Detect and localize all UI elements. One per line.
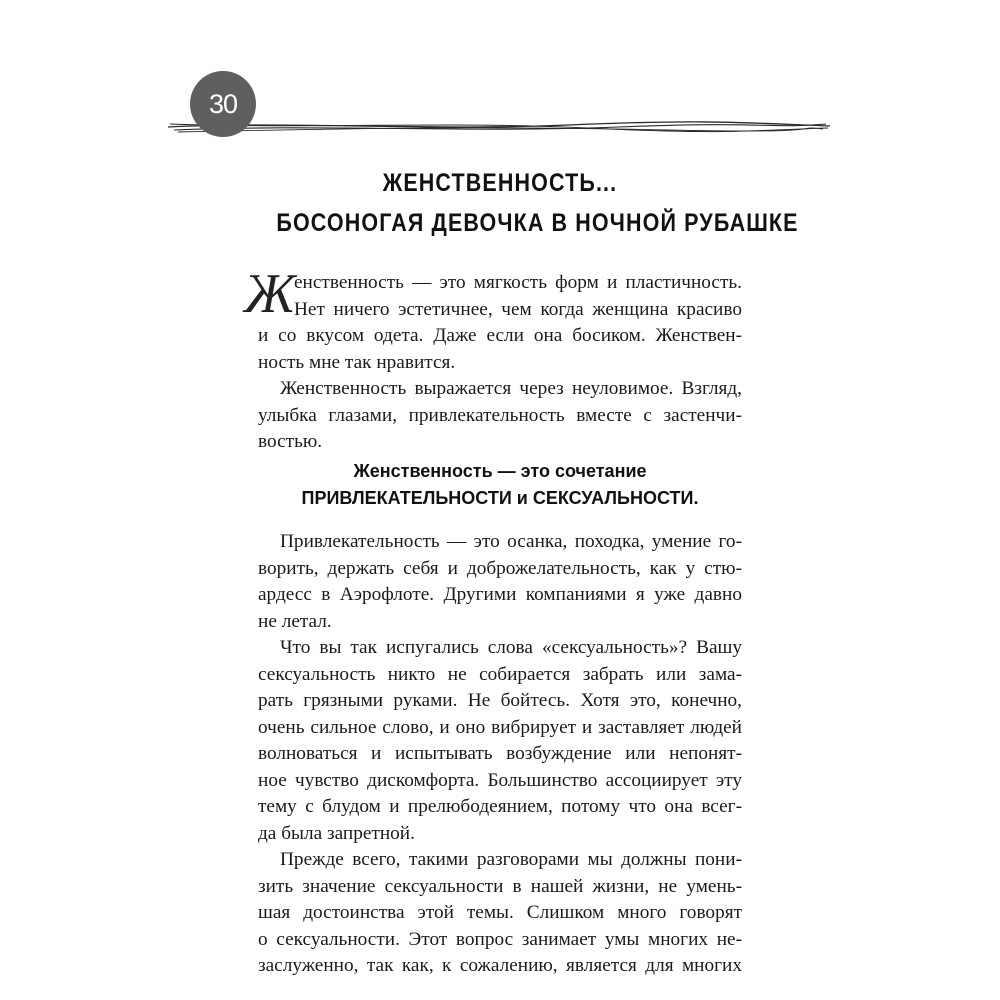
- text-line: не летал.: [258, 610, 332, 632]
- decorative-ornament-lines: [168, 117, 830, 135]
- text-line: улыбка глазами, привлекательность вместе с застенчи-: [258, 404, 742, 426]
- text-line: Прежде всего, такими разговорами мы должны пони-: [280, 849, 742, 870]
- text-line: Нет ничего эстетичнее, чем когда женщина красиво: [294, 298, 742, 320]
- text-line: востью.: [258, 431, 323, 452]
- text-line: ное чувство дискомфорта. Большинство ассоциирует эту: [258, 769, 742, 791]
- intro-paragraphs: [258, 270, 742, 456]
- subheading-line2: ПРИВЛЕКАТЕЛЬНОСТИ и СЕКСУАЛЬНОСТИ.: [301, 488, 699, 508]
- text-line: зить значение сексуальности в нашей жизни, не умень-: [258, 875, 742, 897]
- text-line: тему с блудом и прелюбодеянием, потому что она всег-: [258, 796, 742, 817]
- text-line: енственность — это мягкость форм и пластичность.: [294, 272, 742, 293]
- text-line: Привлекательность — это осанка, походка, умение го-: [280, 531, 742, 552]
- text-line: очень сильное слово, и оно вибрирует и заставляет людей: [258, 716, 742, 738]
- subheading: [258, 458, 742, 512]
- body-paragraphs: [258, 529, 742, 980]
- page-number: 30: [208, 88, 238, 119]
- text-line: ворить, держать себя и доброжелательность, как у стю-: [258, 557, 742, 579]
- text-line: ардесс в Аэрофлоте. Другими компаниями я уже давно: [258, 584, 742, 605]
- drop-cap: Ж: [244, 263, 296, 325]
- chapter-title-line2: БОСОНОГАЯ ДЕВОЧКА В НОЧНОЙ РУБАШКЕ: [276, 209, 799, 237]
- chapter-title-line1: ЖЕНСТВЕННОСТЬ...: [382, 169, 618, 197]
- text-line: шая достоинства этой темы. Слишком много говорят: [258, 902, 742, 923]
- text-line: о сексуальности. Этот вопрос занимает умы многих не-: [258, 928, 742, 950]
- text-line: рать грязными руками. Не бойтесь. Хотя это, конечно,: [258, 690, 742, 711]
- text-line: ность мне так нравится.: [258, 351, 456, 373]
- subheading-line1: Женственность — это сочетание: [353, 461, 647, 481]
- chapter-title: [276, 163, 799, 243]
- text-line: заслуженно, так как, к сожалению, является для многих: [258, 955, 742, 976]
- text-line: сексуальность никто не собирается забрать или зама-: [258, 663, 742, 685]
- text-line: да была запретной.: [258, 822, 415, 844]
- page-number-badge: [190, 71, 256, 137]
- text-line: волноваться и испытывать возбуждение или непонят-: [258, 743, 742, 764]
- text-line: и со вкусом одета. Даже если она босиком. Женствен-: [258, 325, 742, 346]
- text-line: Что вы так испугались слова «сексуальность»? Вашу: [280, 637, 742, 658]
- text-line: Женственность выражается через неуловимое. Взгляд,: [280, 378, 742, 399]
